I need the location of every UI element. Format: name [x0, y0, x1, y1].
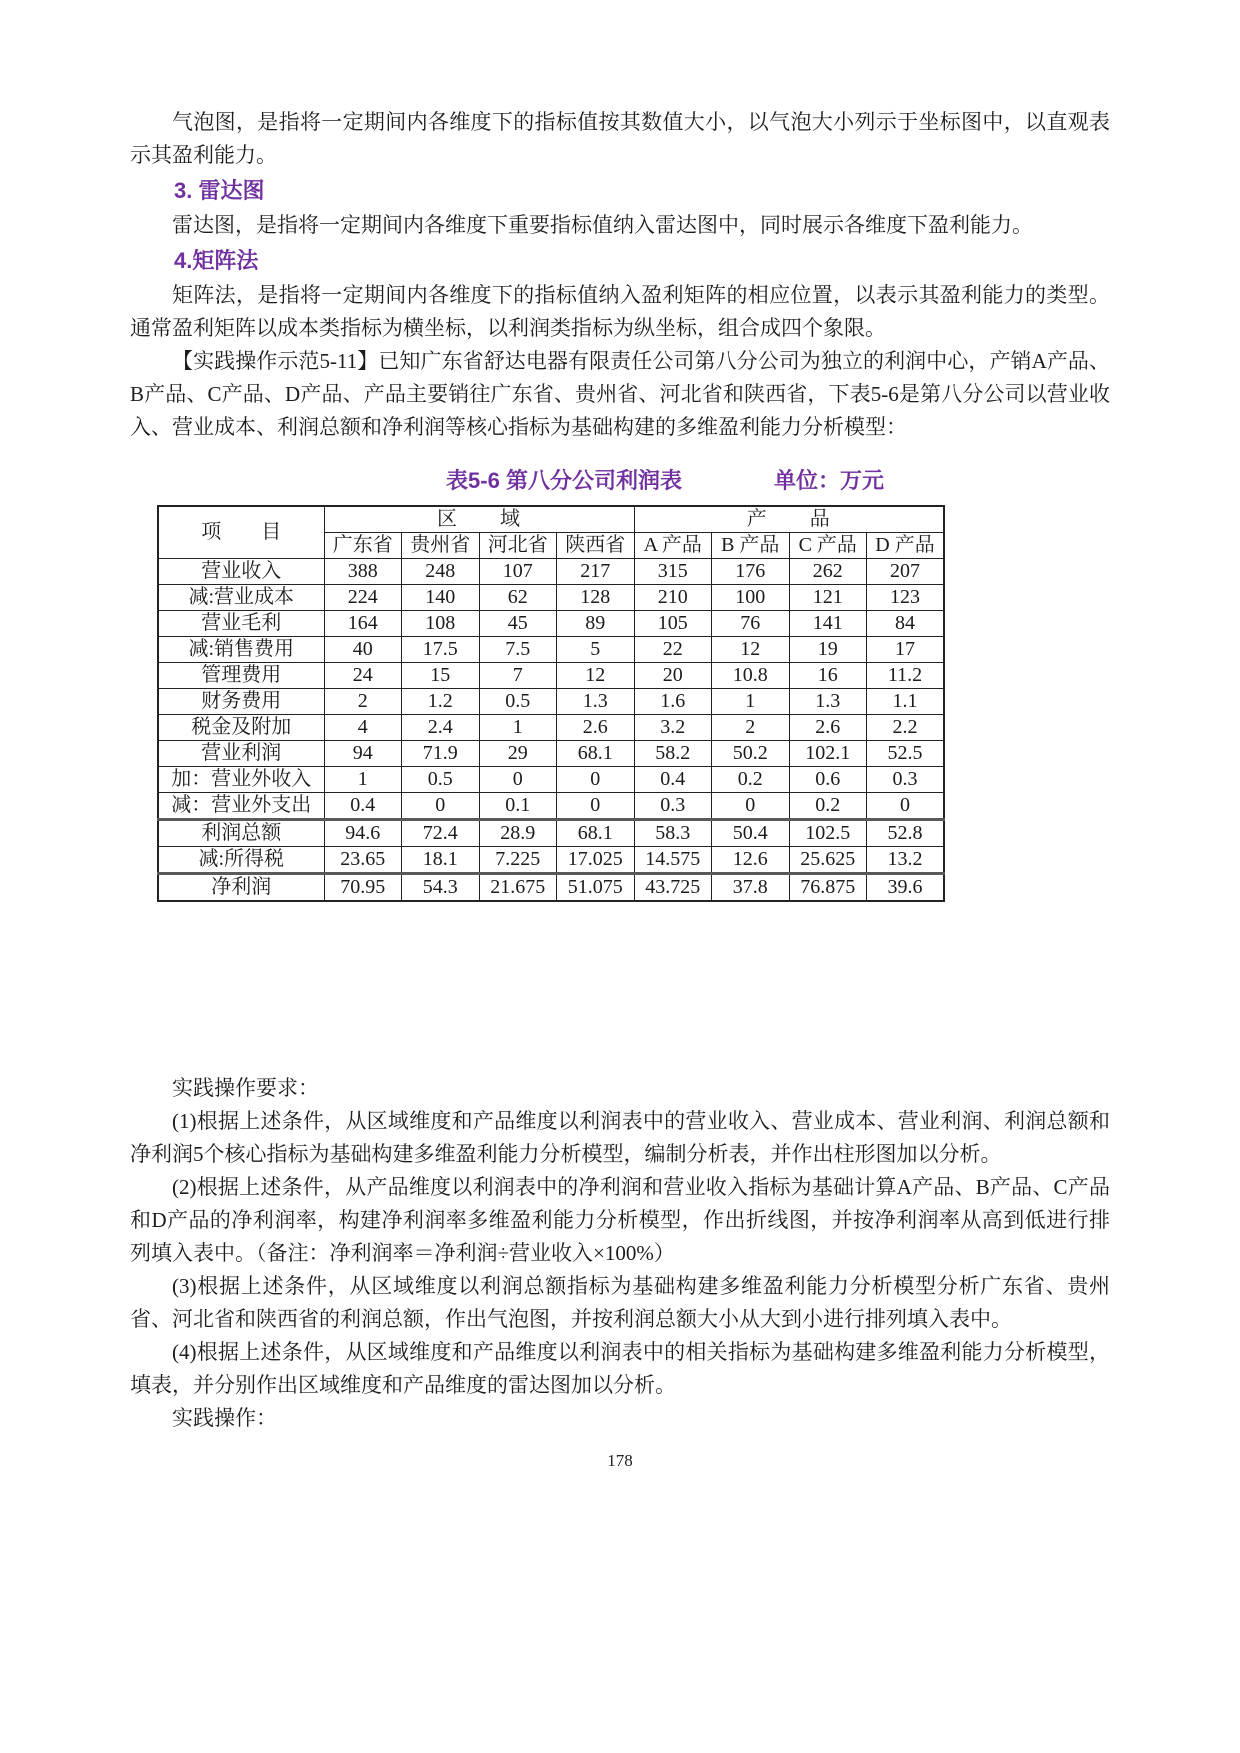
table-row	[158, 689, 944, 715]
table-cell: 39.6	[867, 874, 945, 902]
row-label: 营业收入	[158, 559, 324, 585]
table-cell: 29	[479, 741, 557, 767]
table-cell: 3.2	[634, 715, 712, 741]
table-cell: 17	[867, 637, 945, 663]
table-cell: 23.65	[324, 847, 402, 874]
table-cell: 11.2	[867, 663, 945, 689]
table-cell: 224	[324, 585, 402, 611]
column-header: A 产品	[634, 533, 712, 559]
table-cell: 16	[789, 663, 867, 689]
table-cell: 2	[324, 689, 402, 715]
table-cell: 1.1	[867, 689, 945, 715]
table-cell: 128	[557, 585, 635, 611]
table-cell: 0	[557, 793, 635, 820]
table-cell: 315	[634, 559, 712, 585]
table-row	[158, 820, 944, 847]
table-cell: 388	[324, 559, 402, 585]
requirements-section	[130, 1072, 1110, 1435]
table-cell: 0.4	[324, 793, 402, 820]
requirement-1: (1)根据上述条件，从区域维度和产品维度以利润表中的营业收入、营业成本、营业利润、利润总额和净利润5个核心指标为基础构建多维盈利能力分析模型，编制分析表，并作出柱形图加以分析。	[130, 1109, 1110, 1166]
profit-table	[157, 505, 945, 902]
table-cell: 28.9	[479, 820, 557, 847]
table-cell: 2.6	[557, 715, 635, 741]
page-number: 178	[607, 1451, 633, 1470]
table-cell: 15	[402, 663, 480, 689]
table-cell: 89	[557, 611, 635, 637]
table-cell: 0.2	[712, 767, 790, 793]
table-cell: 62	[479, 585, 557, 611]
table-cell: 58.3	[634, 820, 712, 847]
table-cell: 108	[402, 611, 480, 637]
row-label: 营业利润	[158, 741, 324, 767]
column-header: B 产品	[712, 533, 790, 559]
table-cell: 84	[867, 611, 945, 637]
group-header-row	[158, 506, 944, 533]
table-cell: 20	[634, 663, 712, 689]
row-label: 管理费用	[158, 663, 324, 689]
table-cell: 100	[712, 585, 790, 611]
table-title: 表5-6 第八分公司利润表	[446, 468, 682, 493]
table-row	[158, 847, 944, 874]
table-cell: 17.025	[557, 847, 635, 874]
paragraph-matrix-method: 矩阵法，是指将一定期间内各维度下的指标值纳入盈利矩阵的相应位置，以表示其盈利能力的类型。通常盈利矩阵以成本类指标为横坐标，以利润类指标为纵坐标，组合成四个象限。	[130, 283, 1110, 340]
column-header: C 产品	[789, 533, 867, 559]
table-cell: 2.2	[867, 715, 945, 741]
table-cell: 0.2	[789, 793, 867, 820]
row-label: 减:销售费用	[158, 637, 324, 663]
table-cell: 210	[634, 585, 712, 611]
heading-radar-chart: 3. 雷达图	[174, 178, 265, 203]
table-cell: 13.2	[867, 847, 945, 874]
table-row	[158, 611, 944, 637]
table-cell: 21.675	[479, 874, 557, 902]
column-header: 贵州省	[402, 533, 480, 559]
table-row	[158, 741, 944, 767]
table-cell: 0.5	[479, 689, 557, 715]
table-cell: 5	[557, 637, 635, 663]
table-cell: 58.2	[634, 741, 712, 767]
table-cell: 0	[402, 793, 480, 820]
table-cell: 123	[867, 585, 945, 611]
table-cell: 12	[557, 663, 635, 689]
table-row	[158, 793, 944, 820]
table-cell: 22	[634, 637, 712, 663]
table-cell: 52.8	[867, 820, 945, 847]
table-cell: 18.1	[402, 847, 480, 874]
column-header: 河北省	[479, 533, 557, 559]
table-cell: 0	[712, 793, 790, 820]
requirement-2: (2)根据上述条件，从产品维度以利润表中的净利润和营业收入指标为基础计算A产品、B产品、C产品和D产品的净利润率，构建净利润率多维盈利能力分析模型，作出折线图，并按净利润率从高到低进行排列填入表中。（备注：净利润率＝净利润÷营业收入×100%）	[130, 1175, 1110, 1265]
table-cell: 54.3	[402, 874, 480, 902]
paragraph-radar-chart: 雷达图，是指将一定期间内各维度下重要指标值纳入雷达图中，同时展示各维度下盈利能力。	[172, 213, 1033, 237]
table-cell: 1	[479, 715, 557, 741]
table-unit-label: 单位：万元	[773, 468, 884, 493]
table-cell: 72.4	[402, 820, 480, 847]
table-cell: 0	[479, 767, 557, 793]
table-row	[158, 585, 944, 611]
table-cell: 14.575	[634, 847, 712, 874]
table-cell: 50.2	[712, 741, 790, 767]
corner-cell: 项 目	[158, 506, 324, 559]
table-cell: 140	[402, 585, 480, 611]
table-cell: 76.875	[789, 874, 867, 902]
table-cell: 262	[789, 559, 867, 585]
table-cell: 37.8	[712, 874, 790, 902]
group-header-region: 区 域	[324, 506, 634, 533]
table-cell: 1.3	[789, 689, 867, 715]
table-caption	[220, 464, 1110, 497]
table-cell: 51.075	[557, 874, 635, 902]
table-cell: 2.4	[402, 715, 480, 741]
group-header-product: 产 品	[634, 506, 944, 533]
column-header: D 产品	[867, 533, 945, 559]
row-label: 减:所得税	[158, 847, 324, 874]
table-cell: 105	[634, 611, 712, 637]
table-row	[158, 663, 944, 689]
table-cell: 24	[324, 663, 402, 689]
row-label: 净利润	[158, 874, 324, 902]
table-cell: 76	[712, 611, 790, 637]
profit-table-body	[158, 559, 944, 902]
table-cell: 141	[789, 611, 867, 637]
table-cell: 40	[324, 637, 402, 663]
requirements-title: 实践操作要求：	[172, 1076, 319, 1100]
paragraph-practice-example: 【实践操作示范5-11】已知广东省舒达电器有限责任公司第八分公司为独立的利润中心，产销A产品、B产品、C产品、D产品、产品主要销往广东省、贵州省、河北省和陕西省，下表5-6是第八分公司以营业收入、营业成本、利润总额和净利润等核心指标为基础构建的多维盈利能力分析模型：	[130, 349, 1110, 439]
table-cell: 107	[479, 559, 557, 585]
table-cell: 1.2	[402, 689, 480, 715]
heading-matrix-method: 4.矩阵法	[174, 248, 259, 273]
table-cell: 0.3	[634, 793, 712, 820]
table-cell: 50.4	[712, 820, 790, 847]
table-cell: 207	[867, 559, 945, 585]
table-cell: 2.6	[789, 715, 867, 741]
table-cell: 164	[324, 611, 402, 637]
table-cell: 102.1	[789, 741, 867, 767]
table-cell: 7.5	[479, 637, 557, 663]
table-cell: 4	[324, 715, 402, 741]
table-row	[158, 767, 944, 793]
row-label: 财务费用	[158, 689, 324, 715]
table-cell: 12	[712, 637, 790, 663]
table-cell: 248	[402, 559, 480, 585]
table-cell: 121	[789, 585, 867, 611]
row-label: 减:营业成本	[158, 585, 324, 611]
table-cell: 10.8	[712, 663, 790, 689]
table-row	[158, 874, 944, 902]
column-header: 陕西省	[557, 533, 635, 559]
table-cell: 68.1	[557, 741, 635, 767]
table-cell: 45	[479, 611, 557, 637]
table-cell: 0.1	[479, 793, 557, 820]
table-cell: 71.9	[402, 741, 480, 767]
profit-table-section	[130, 464, 1110, 902]
table-cell: 2	[712, 715, 790, 741]
table-cell: 52.5	[867, 741, 945, 767]
table-cell: 0	[557, 767, 635, 793]
table-cell: 94.6	[324, 820, 402, 847]
table-cell: 176	[712, 559, 790, 585]
requirement-3: (3)根据上述条件，从区域维度以利润总额指标为基础构建多维盈利能力分析模型分析广东省、贵州省、河北省和陕西省的利润总额，作出气泡图，并按利润总额大小从大到小进行排列填入表中。	[130, 1274, 1110, 1331]
table-row	[158, 637, 944, 663]
row-label: 营业毛利	[158, 611, 324, 637]
table-cell: 1	[324, 767, 402, 793]
table-cell: 0.6	[789, 767, 867, 793]
table-cell: 0.4	[634, 767, 712, 793]
row-label: 减：营业外支出	[158, 793, 324, 820]
table-cell: 70.95	[324, 874, 402, 902]
table-cell: 68.1	[557, 820, 635, 847]
table-cell: 7.225	[479, 847, 557, 874]
table-cell: 1	[712, 689, 790, 715]
table-cell: 43.725	[634, 874, 712, 902]
table-cell: 0.5	[402, 767, 480, 793]
row-label: 利润总额	[158, 820, 324, 847]
table-cell: 1.3	[557, 689, 635, 715]
table-row	[158, 715, 944, 741]
table-cell: 217	[557, 559, 635, 585]
table-cell: 94	[324, 741, 402, 767]
table-cell: 0.3	[867, 767, 945, 793]
row-label: 加：营业外收入	[158, 767, 324, 793]
table-cell: 7	[479, 663, 557, 689]
table-cell: 12.6	[712, 847, 790, 874]
requirement-4: (4)根据上述条件，从区域维度和产品维度以利润表中的相关指标为基础构建多维盈利能力分析模型，填表，并分别作出区域维度和产品维度的雷达图加以分析。	[130, 1340, 1110, 1397]
table-cell: 102.5	[789, 820, 867, 847]
table-cell: 17.5	[402, 637, 480, 663]
table-cell: 25.625	[789, 847, 867, 874]
paragraph-bubble-chart: 气泡图，是指将一定期间内各维度下的指标值按其数值大小，以气泡大小列示于坐标图中，以直观表示其盈利能力。	[130, 110, 1110, 167]
practice-label: 实践操作：	[172, 1406, 277, 1430]
table-row	[158, 559, 944, 585]
column-header: 广东省	[324, 533, 402, 559]
table-cell: 1.6	[634, 689, 712, 715]
table-cell: 0	[867, 793, 945, 820]
table-cell: 19	[789, 637, 867, 663]
row-label: 税金及附加	[158, 715, 324, 741]
